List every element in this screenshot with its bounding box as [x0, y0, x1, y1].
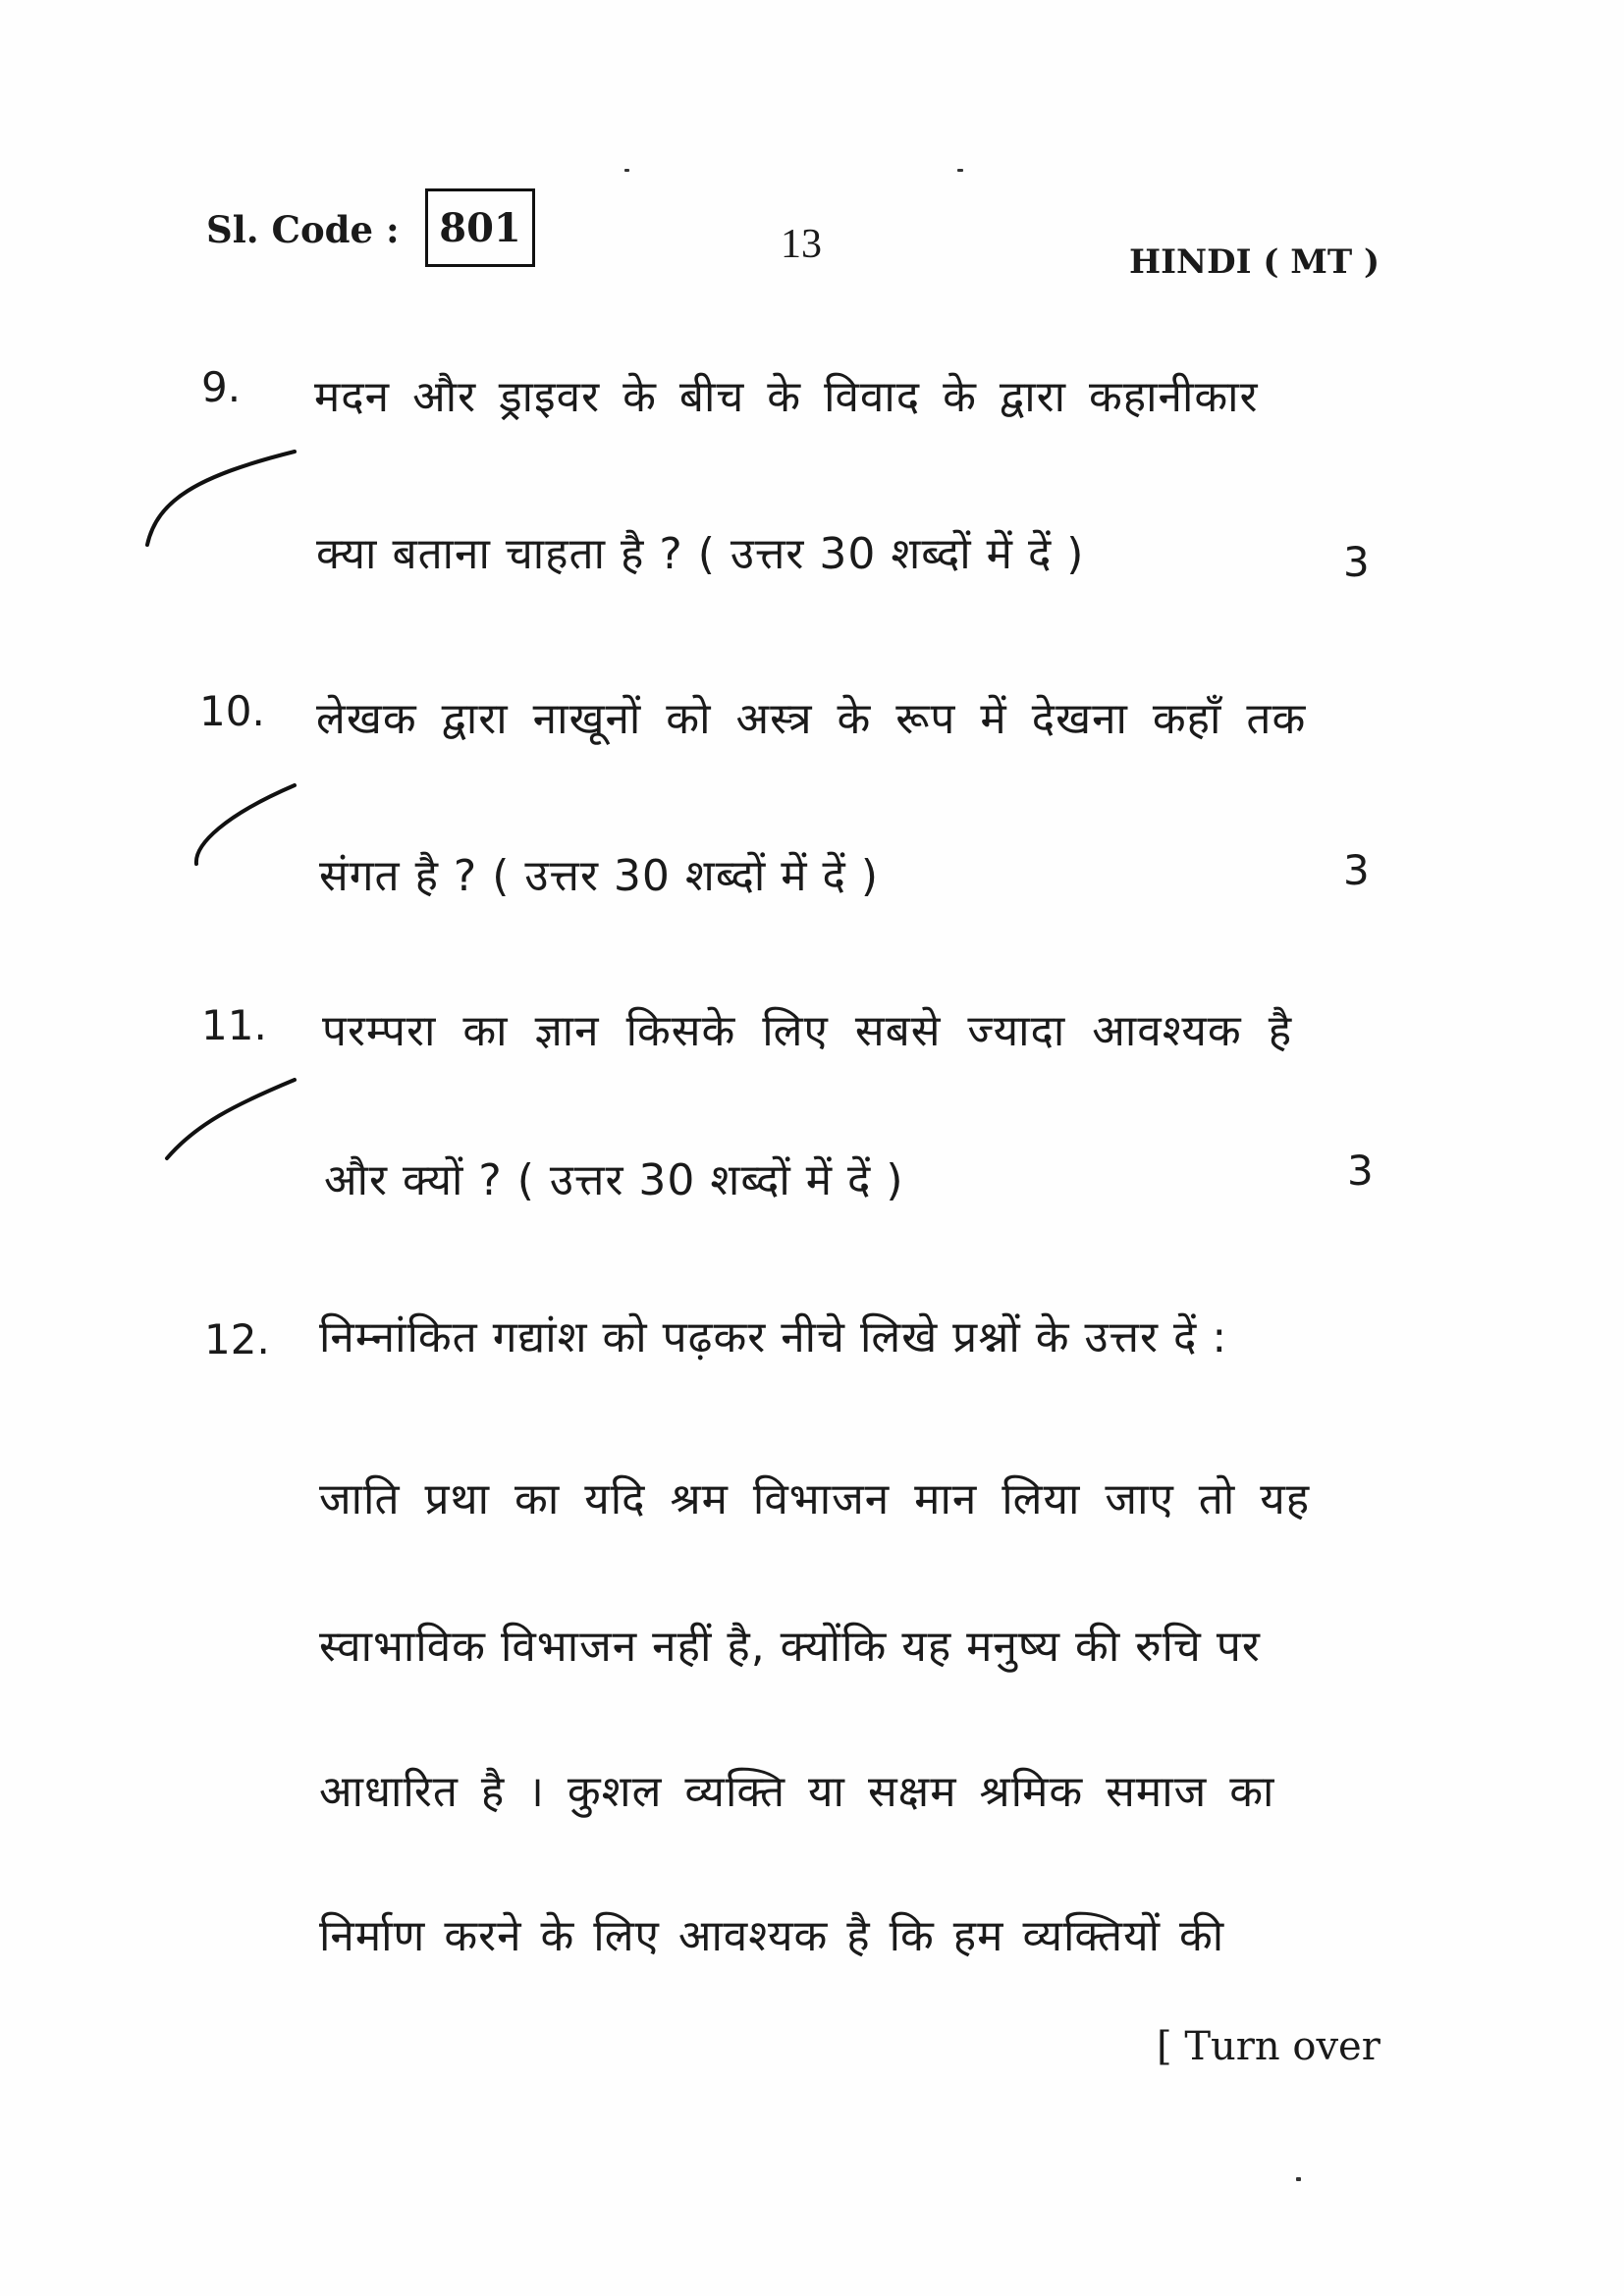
tick-mark-icon — [157, 1065, 314, 1173]
question-10-line-1: लेखक द्वारा नाखूनों को अस्त्र के रूप में देखना कहाँ तक — [316, 694, 1307, 744]
question-12-number: 12. — [204, 1315, 270, 1363]
subject-title: HINDI ( MT ) — [1129, 242, 1380, 282]
passage-line-2: स्वाभाविक विभाजन नहीं है, क्योंकि यह मनुष्य की रुचि पर — [319, 1622, 1261, 1672]
question-9-line-1: मदन और ड्राइवर के बीच के विवाद के द्वारा कहानीकार — [314, 372, 1259, 422]
question-9-marks: 3 — [1343, 538, 1370, 586]
passage-line-4: निर्माण करने के लिए आवश्यक है कि हम व्यक्तियों की — [319, 1911, 1225, 1961]
question-11-line-2: और क्यों ? ( उत्तर 30 शब्दों में दें ) — [324, 1155, 904, 1205]
question-11-line-1: परम्परा का ज्ञान किसके लिए सबसे ज्यादा आवश्यक है — [322, 1006, 1293, 1056]
question-10-marks: 3 — [1343, 846, 1370, 894]
scan-speck — [624, 169, 629, 172]
scan-speck — [1296, 2177, 1301, 2181]
question-10-number: 10. — [199, 687, 265, 735]
sl-code-label: Sl. Code : — [206, 208, 400, 251]
sl-code-value: 801 — [425, 188, 535, 267]
page-number: 13 — [781, 222, 822, 267]
passage-line-3: आधारित है । कुशल व्यक्ति या सक्षम श्रमिक समाज का — [319, 1767, 1275, 1817]
question-12-instruction: निम्नांकित गद्यांश को पढ़कर नीचे लिखे प्रश्नों के उत्तर दें : — [319, 1312, 1228, 1362]
question-9-number: 9. — [201, 363, 242, 411]
question-11-marks: 3 — [1347, 1147, 1374, 1195]
tick-mark-icon — [177, 766, 324, 874]
scan-speck — [957, 169, 963, 172]
question-9-line-2: क्या बताना चाहता है ? ( उत्तर 30 शब्दों में दें ) — [316, 529, 1085, 579]
tick-mark-icon — [137, 432, 314, 560]
question-11-number: 11. — [201, 1001, 267, 1049]
passage-line-1: जाति प्रथा का यदि श्रम विभाजन मान लिया जाए तो यह — [319, 1474, 1311, 1524]
question-10-line-2: संगत है ? ( उत्तर 30 शब्दों में दें ) — [319, 851, 880, 901]
turn-over-note: [ Turn over — [1157, 2024, 1380, 2069]
